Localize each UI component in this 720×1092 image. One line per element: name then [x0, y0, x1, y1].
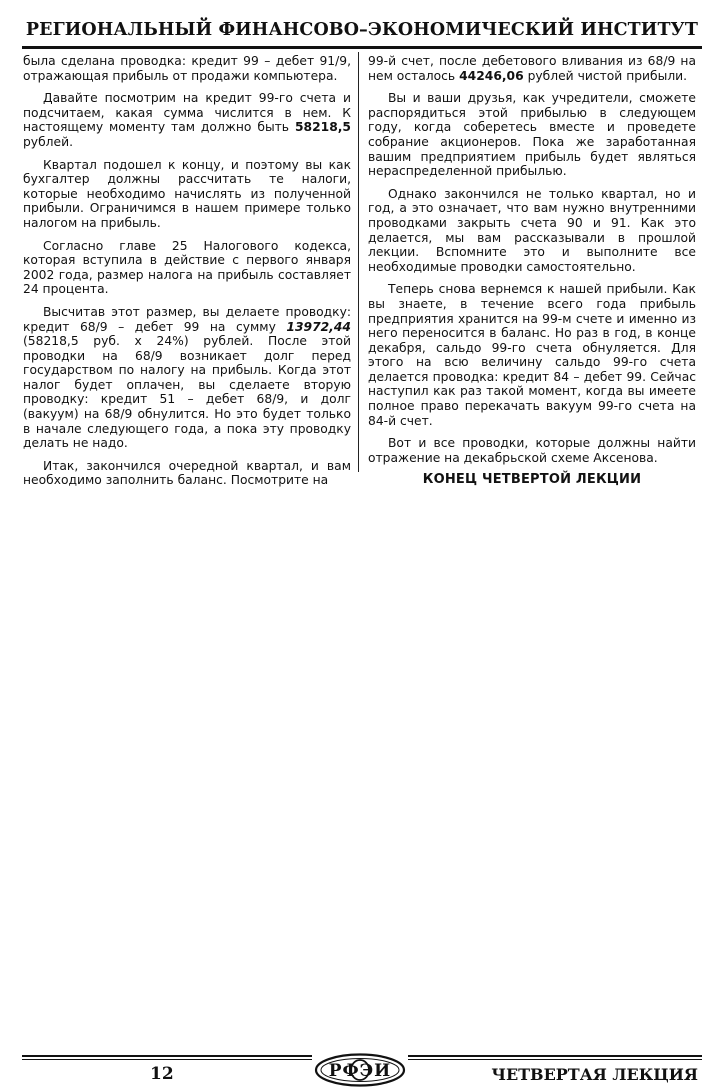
institute-logo-icon: [312, 1052, 408, 1088]
right-paragraph-4: Теперь снова вернемся к нашей прибыли. Как вы знаете, в течение всего года прибыль предприятия хранится на 99-м счете и именно из него переносится в баланс. Но раз в год, в конце декабря, сальдо 99-го счета обнуляется. Для этого на всю величину сальдо 99-го счета делается проводка: кредит 84 – дебет 99. Сейчас наступил как раз такой момент, когда вы имеете полное право перекачать вакуум 99-го счета на 84-й счет.: [368, 282, 696, 428]
institute-logo: [312, 1052, 408, 1088]
left-paragraph-5: [23, 305, 351, 451]
right-paragraph-1-tail: рублей чистой прибыли.: [527, 68, 688, 83]
right-paragraph-5: Вот и все проводки, которые должны найти отражение на декабрьской схеме Аксенова.: [368, 436, 696, 465]
left-paragraph-5-text: Высчитав этот размер, вы делаете проводку: кредит 68/9 – дебет 99 на сумму: [23, 304, 351, 334]
left-paragraph-3: Квартал подошел к концу, и поэтому вы как бухгалтер должны рассчитать те налоги, которые необходимо начислять из полученной прибыли. Ограничимся в нашем примере только налогом на прибыль.: [23, 157, 351, 230]
header-rule: [22, 46, 702, 49]
left-paragraph-1: была сделана проводка: кредит 99 – дебет 91/9, отражающая прибыль от продажи компьютера.: [23, 54, 351, 83]
right-paragraph-3: Однако закончился не только квартал, но и год, а это означает, что вам нужно внутренними проводками закрыть счета 90 и 91. Как это делается, мы вам рассказывали в прошлой лекции. Вспомните это и выполните все необходимые проводки самостоятельно.: [368, 186, 696, 274]
left-paragraph-6: Итак, закончился очередной квартал, и вам необходимо заполнить баланс. Посмотрите на: [23, 458, 351, 488]
left-paragraph-4: Согласно главе 25 Налогового кодекса, которая вступила в действие с первого января 2002 года, размер налога на прибыль составляет 24 процента.: [23, 238, 351, 297]
tax-amount: 13972,44: [286, 319, 351, 334]
right-paragraph-1: [368, 54, 696, 83]
lecture-end-title: КОНЕЦ ЧЕТВЕРТОЙ ЛЕКЦИИ: [422, 472, 642, 488]
left-paragraph-5-tail: (58218,5 руб. х 24%) рублей. После этой проводки на 68/9 возникает долг перед государством по налогу на прибыль. Когда этот налог будет оплачен, вы сделаете вторую проводку: кредит 51 – дебет 68/9, и долг (вакуум) на 68/9 обнулится. Но это будет только в начале следующего года, а пока эту проводку делать не надо.: [23, 334, 351, 451]
left-paragraph-2: [23, 91, 351, 149]
left-paragraph-2-text: Давайте посмотрим на кредит 99-го счета и подсчитаем, какая сумма числится в нем. К настоящему моменту там должно быть: [23, 91, 351, 135]
left-column: [23, 54, 351, 496]
column-divider: [358, 52, 359, 472]
page-number: 12: [150, 1064, 174, 1084]
net-profit-amount: 44246,06: [459, 68, 524, 83]
header-title: РЕГИОНАЛЬНЫЙ ФИНАНСОВО–ЭКОНОМИЧЕСКИЙ ИНСТИТУТ: [25, 20, 698, 40]
logo-text: РФЭИ: [328, 1061, 392, 1081]
profit-amount: 58218,5: [294, 120, 351, 135]
left-paragraph-2-tail: рублей.: [23, 134, 73, 149]
right-paragraph-1-text: 99-й счет, после дебетового вливания из 68/9 на нем осталось: [368, 54, 696, 83]
right-paragraph-2: Вы и ваши друзья, как учредители, сможете распорядиться этой прибылью в следующем году, когда соберетесь вместе и проведете собрание акционеров. Пока же заработанная вашим предприятием прибыль будет являться нераспределенной прибылью.: [368, 91, 696, 179]
footer-section-title: ЧЕТВЕРТАЯ ЛЕКЦИЯ: [491, 1065, 698, 1084]
right-column: [368, 54, 696, 496]
